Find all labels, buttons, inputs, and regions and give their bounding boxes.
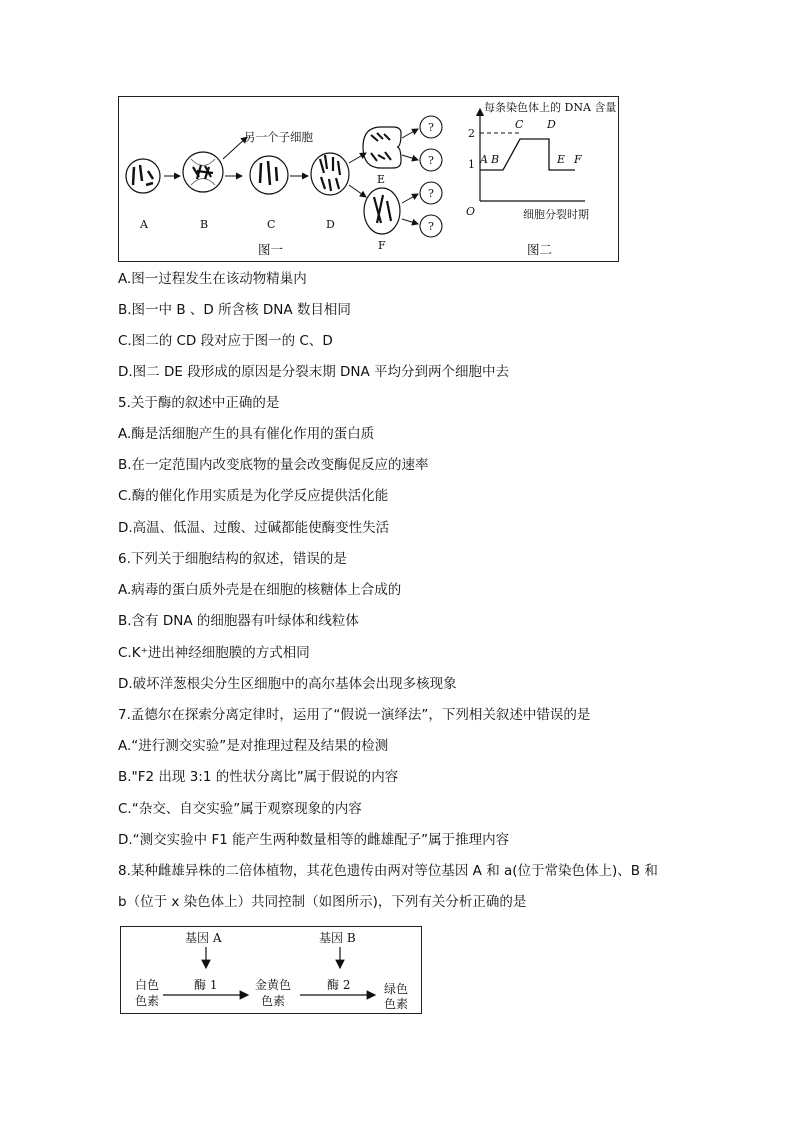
label-golden-pigment-2: 色素 [261, 994, 286, 1008]
label-enzyme-1: 酶 1 [194, 978, 218, 992]
figure2-y-tick-1: 1 [468, 158, 475, 171]
q6-stem: 6.下列关于细胞结构的叙述，错误的是 [118, 551, 347, 567]
label-cell-f: F [378, 239, 386, 252]
figure1-figure2-svg [119, 97, 618, 261]
q5-option-a: A.酶是活细胞产生的具有催化作用的蛋白质 [118, 426, 375, 442]
svg-text:?: ? [428, 154, 434, 167]
arrow-f-q4 [402, 219, 418, 224]
svg-text:?: ? [428, 220, 434, 233]
q6-option-b: B.含有 DNA 的细胞器有叶绿体和线粒体 [118, 613, 359, 629]
figure2-caption: 图二 [527, 242, 553, 257]
q5-option-b: B.在一定范围内改变底物的量会改变酶促反应的速率 [118, 457, 429, 473]
cell-d [311, 153, 349, 195]
svg-text:?: ? [428, 187, 434, 200]
figure2-point-label-f: F [574, 153, 582, 166]
figure2-x-title: 细胞分裂时期 [523, 208, 589, 221]
arrow-f-q3 [402, 194, 418, 203]
label-white-pigment-1: 白色 [135, 978, 160, 992]
label-other-daughter-cell: 另一个子细胞 [244, 130, 313, 144]
q4-option-a: A.图一过程发生在该动物精巢内 [118, 271, 307, 287]
arrow-d-f [349, 185, 366, 197]
figure2-point-label-b: B [491, 153, 500, 166]
svg-text:?: ? [428, 121, 434, 134]
label-cell-b: B [200, 218, 209, 231]
figure2-point-label-d: D [547, 118, 556, 131]
q4-option-c: C.图二的 CD 段对应于图一的 C、D [118, 333, 333, 349]
q8-stem-line2: b（位于 x 染色体上）共同控制（如图所示)，下列有关分析正确的是 [118, 894, 527, 910]
figure2-y-title: 每条染色体上的 DNA 含量 [484, 101, 617, 114]
label-cell-a: A [140, 218, 148, 231]
q6-option-d: D.破坏洋葱根尖分生区细胞中的高尔基体会出现多核现象 [118, 676, 457, 692]
q8-stem-line1: 8.某种雌雄异株的二倍体植物，其花色遗传由两对等位基因 A 和 a(位于常染色体上)、B 和 [118, 863, 658, 879]
q4-option-b: B.图一中 B 、D 所含核 DNA 数目相同 [118, 302, 351, 318]
q7-option-c: C.“杂交、自交实验”属于观察现象的内容 [118, 801, 362, 817]
label-enzyme-2: 酶 2 [327, 978, 351, 992]
unknown-cell-4 [420, 215, 442, 237]
q6-option-c: C.K⁺进出神经细胞膜的方式相同 [118, 645, 310, 661]
q5-option-d: D.高温、低温、过酸、过碱都能使酶变性失活 [118, 520, 390, 536]
label-green-pigment-1: 绿色 [384, 982, 409, 996]
label-golden-pigment-1: 金黄色 [255, 978, 292, 992]
cell-c [250, 156, 288, 194]
q5-stem: 5.关于酶的叙述中正确的是 [118, 395, 280, 411]
q4-option-d: D.图二 DE 段形成的原因是分裂末期 DNA 平均分到两个细胞中去 [118, 364, 510, 380]
figure2-point-label-e: E [557, 153, 566, 166]
q7-stem: 7.孟德尔在探索分离定律时，运用了“假说一演绎法”，下列相关叙述中错误的是 [118, 707, 591, 723]
figure2-point-label-c: C [515, 118, 524, 131]
label-white-pigment-2: 色素 [135, 994, 160, 1008]
figure-box-meiosis [118, 96, 619, 262]
arrow-e-q1 [402, 129, 418, 138]
label-green-pigment-2: 色素 [384, 997, 409, 1011]
arrow-e-q2 [402, 155, 418, 160]
q5-option-c: C.酶的催化作用实质是为化学反应提供活化能 [118, 488, 389, 504]
cell-a [126, 159, 160, 193]
q7-option-d: D.“测交实验中 F1 能产生两种数量相等的雌雄配子”属于推理内容 [118, 832, 510, 848]
q7-option-b: B."F2 出现 3:1 的性状分离比”属于假说的内容 [118, 769, 399, 785]
figure2-origin: O [466, 205, 476, 218]
label-cell-c: C [267, 218, 276, 231]
pathway-svg [121, 927, 421, 1013]
figure2-chart [466, 100, 616, 257]
label-cell-d: D [326, 218, 335, 231]
cell-e [363, 127, 401, 168]
label-gene-b: 基因 B [319, 931, 356, 945]
figure2-y-tick-2: 2 [468, 127, 475, 140]
figure1-caption: 图一 [258, 242, 284, 257]
label-cell-e: E [377, 173, 386, 186]
unknown-cell-1 [420, 116, 442, 138]
q6-option-a: A.病毒的蛋白质外壳是在细胞的核糖体上合成的 [118, 582, 402, 598]
unknown-cell-2 [420, 149, 442, 171]
pigment-pathway-diagram [120, 926, 422, 1014]
q7-option-a: A.“进行测交实验”是对推理过程及结果的检测 [118, 738, 389, 754]
label-gene-a: 基因 A [185, 931, 222, 945]
figure2-point-label-a: A [480, 153, 488, 166]
cell-b [183, 152, 223, 192]
unknown-cell-3 [420, 182, 442, 204]
cell-f [364, 188, 400, 234]
